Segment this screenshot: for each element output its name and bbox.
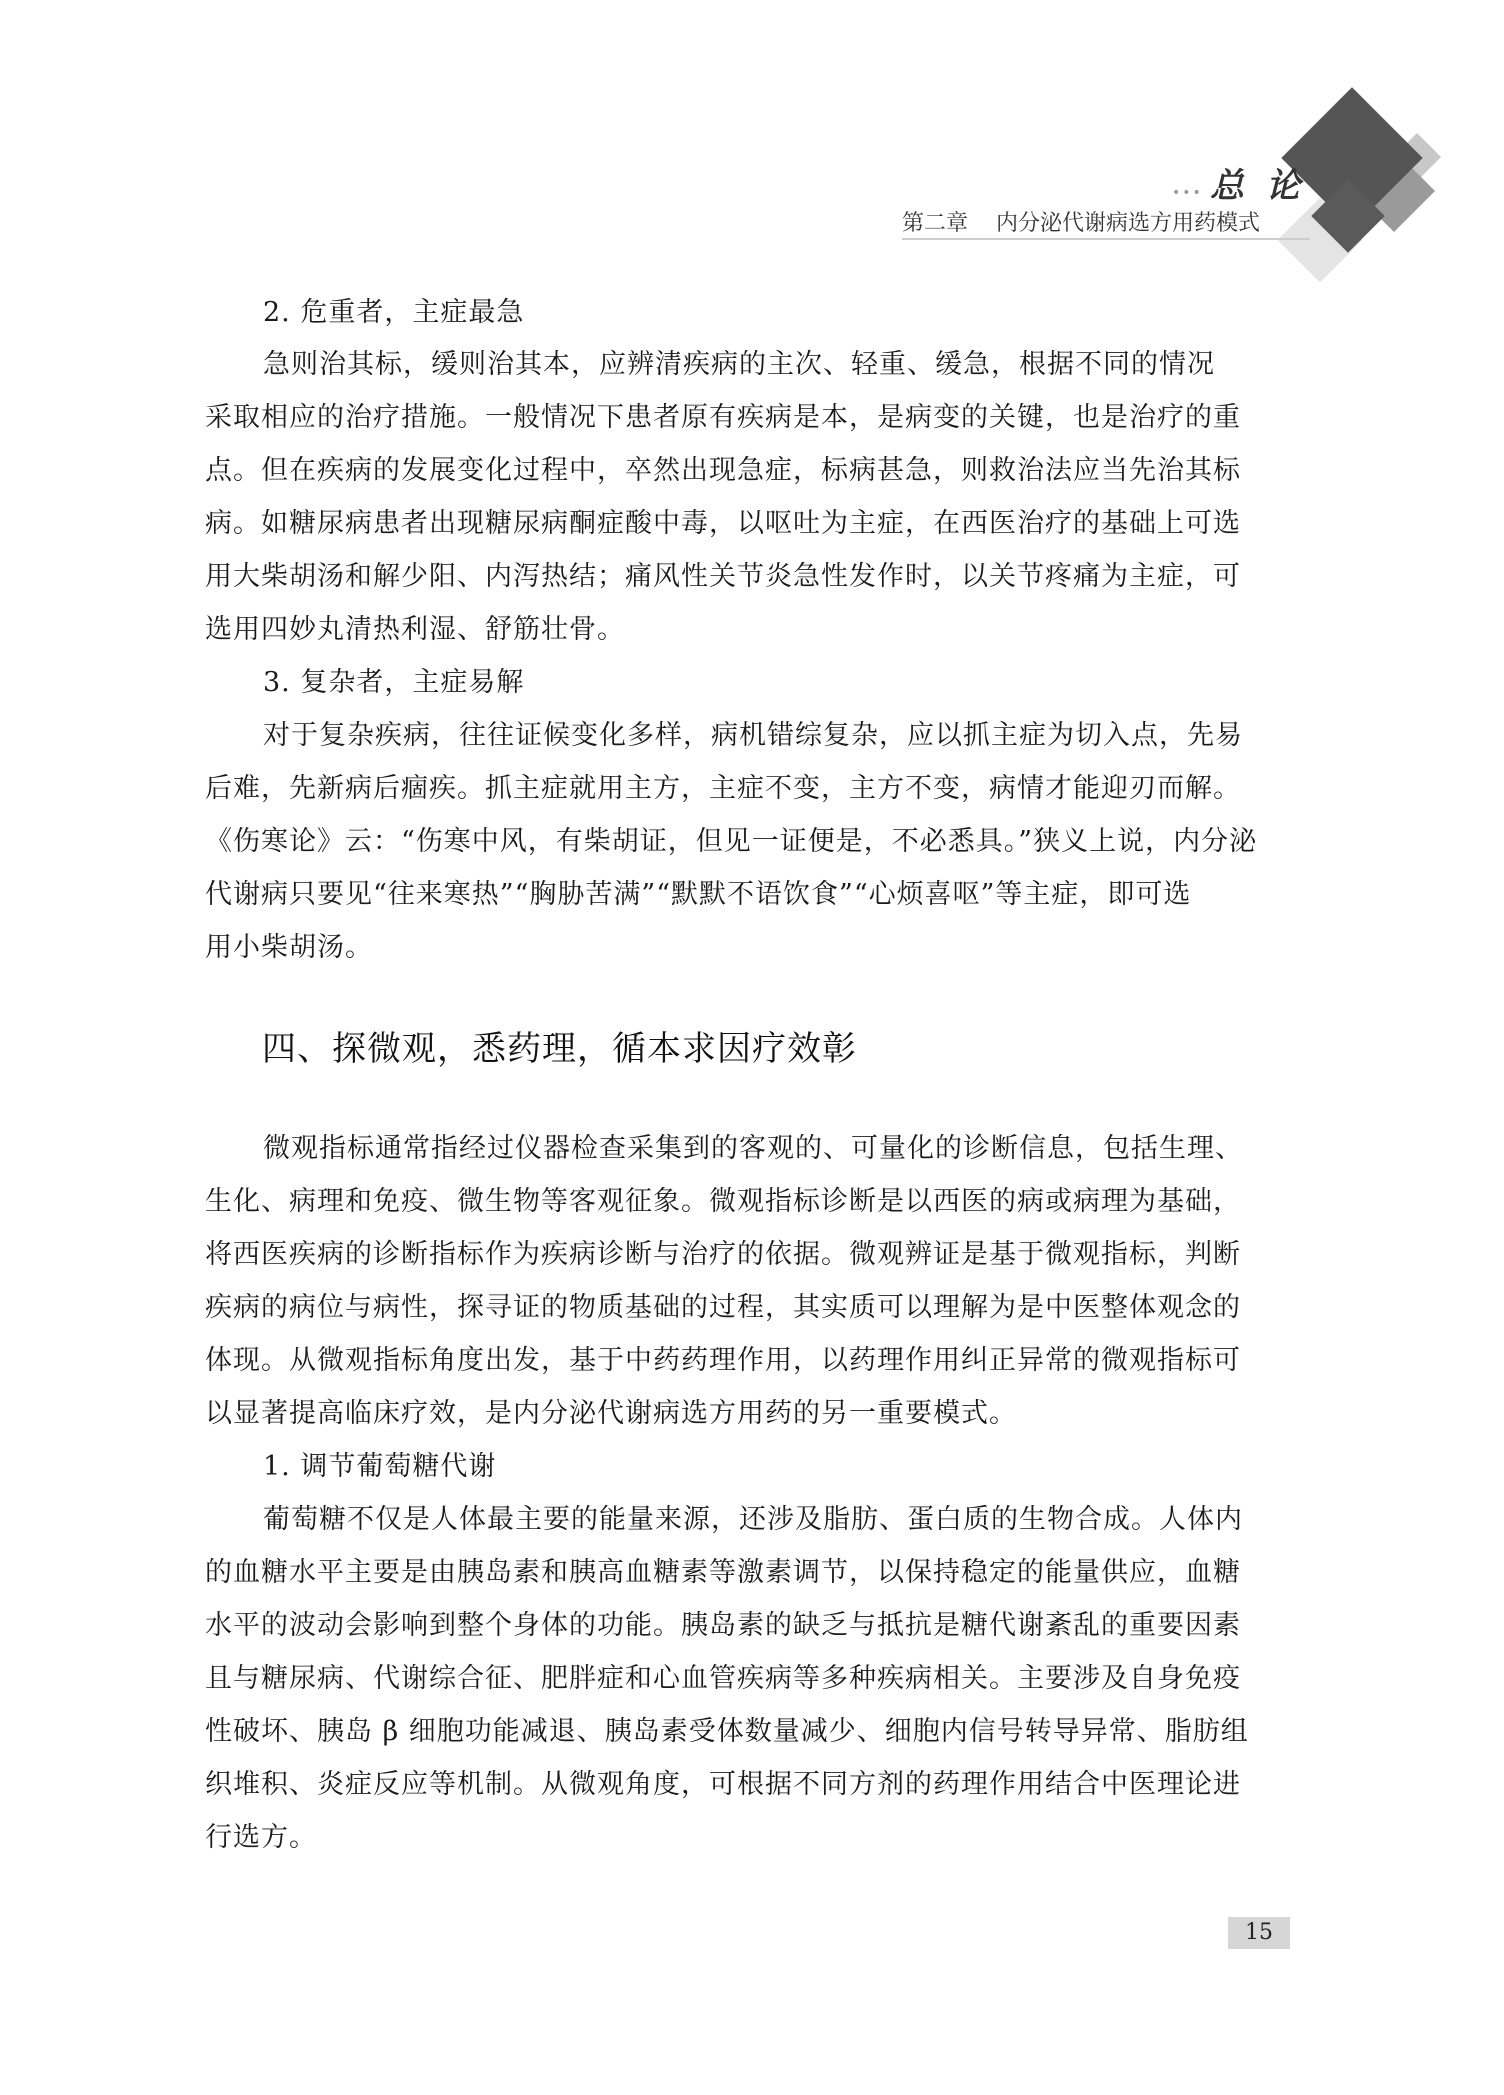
chapter-title: 第二章 内分泌代谢病选方用药模式 [902, 211, 1260, 236]
paragraph-line: 代谢病只要见“往来寒热”“胸胁苦满”“默默不语饮食”“心烦喜呕”等主症，即可选 [205, 879, 1192, 910]
paragraph-line: 选用四妙丸清热利湿、舒筋壮骨。 [205, 614, 625, 645]
paragraph-line: 病。如糖尿病患者出现糖尿病酮症酸中毒，以呕吐为主症，在西医治疗的基础上可选 [205, 508, 1241, 539]
paragraph-line: 点。但在疾病的发展变化过程中，卒然出现急症，标病甚急，则救治法应当先治其标 [205, 455, 1241, 486]
paragraph-line: 行选方。 [205, 1822, 317, 1853]
paragraph-line: 用小柴胡汤。 [205, 932, 373, 963]
section-title: 总论 [1210, 166, 1322, 206]
paragraph-line: 疾病的病位与病性，探寻证的物质基础的过程，其实质可以理解为是中医整体观念的 [205, 1292, 1241, 1323]
paragraph-line: 对于复杂疾病，往往证候变化多样，病机错综复杂，应以抓主症为切入点，先易 [263, 720, 1243, 751]
paragraph-line: 且与糖尿病、代谢综合征、肥胖症和心血管疾病等多种疾病相关。主要涉及自身免疫 [205, 1663, 1241, 1694]
paragraph-line: 体现。从微观指标角度出发，基于中药药理作用，以药理作用纠正异常的微观指标可 [205, 1345, 1241, 1376]
paragraph-line: 性破坏、胰岛 β 细胞功能减退、胰岛素受体数量减少、细胞内信号转导异常、脂肪组 [205, 1716, 1249, 1747]
paragraph-line: 用大柴胡汤和解少阳、内泻热结；痛风性关节炎急性发作时，以关节疼痛为主症，可 [205, 561, 1241, 592]
subheading: 2. 危重者，主症最急 [263, 297, 525, 328]
paragraph-line: 以显著提高临床疗效，是内分泌代谢病选方用药的另一重要模式。 [205, 1398, 1017, 1429]
section-heading: 四、探微观，悉药理，循本求因疗效彰 [262, 1029, 857, 1069]
subheading: 3. 复杂者，主症易解 [263, 667, 525, 698]
page-header [0, 0, 1504, 250]
paragraph-line: 织堆积、炎症反应等机制。从微观角度，可根据不同方剂的药理作用结合中医理论进 [205, 1769, 1241, 1800]
paragraph-line: 采取相应的治疗措施。一般情况下患者原有疾病是本，是病变的关键，也是治疗的重 [205, 402, 1241, 433]
paragraph-line: 微观指标通常指经过仪器检查采集到的客观的、可量化的诊断信息，包括生理、 [263, 1133, 1243, 1164]
paragraph-line: 葡萄糖不仅是人体最主要的能量来源，还涉及脂肪、蛋白质的生物合成。人体内 [263, 1504, 1243, 1535]
header-dots: ••• [1172, 185, 1203, 201]
paragraph-line: 水平的波动会影响到整个身体的功能。胰岛素的缺乏与抵抗是糖代谢紊乱的重要因素 [205, 1610, 1241, 1641]
paragraph-line: 的血糖水平主要是由胰岛素和胰高血糖素等激素调节，以保持稳定的能量供应，血糖 [205, 1557, 1241, 1588]
header-rule [902, 238, 1310, 240]
paragraph-line: 生化、病理和免疫、微生物等客观征象。微观指标诊断是以西医的病或病理为基础， [205, 1186, 1241, 1217]
paragraph-line: 急则治其标，缓则治其本，应辨清疾病的主次、轻重、缓急，根据不同的情况 [263, 349, 1215, 380]
paragraph-line: 《伤寒论》云：“伤寒中风，有柴胡证，但见一证便是，不必悉具。”狭义上说，内分泌 [205, 826, 1258, 857]
page-number: 15 [1228, 1917, 1290, 1949]
paragraph-line: 后难，先新病后痼疾。抓主症就用主方，主症不变，主方不变，病情才能迎刃而解。 [205, 773, 1241, 804]
subheading: 1. 调节葡萄糖代谢 [263, 1451, 497, 1482]
paragraph-line: 将西医疾病的诊断指标作为疾病诊断与治疗的依据。微观辨证是基于微观指标，判断 [205, 1239, 1241, 1270]
